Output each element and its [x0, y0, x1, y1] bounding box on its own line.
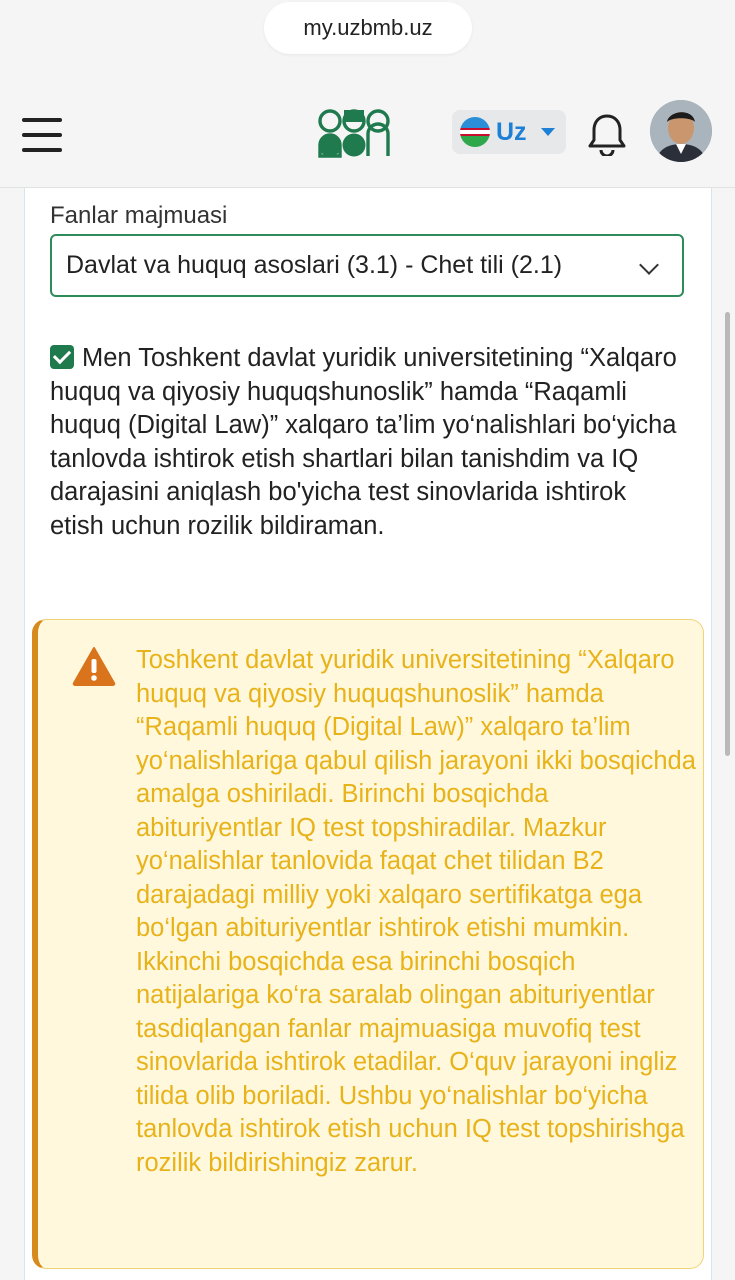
- language-label: Uz: [496, 117, 527, 146]
- browser-bar: [0, 0, 735, 90]
- consent-checkbox-row[interactable]: [50, 342, 680, 543]
- caret-down-icon: [541, 128, 555, 136]
- app-header: [0, 90, 735, 188]
- chevron-down-icon: [639, 255, 659, 275]
- warning-alert: [32, 619, 704, 1269]
- url-text: my.uzbmb.uz: [303, 15, 433, 40]
- language-selector[interactable]: [452, 110, 566, 154]
- warning-triangle-icon: [72, 646, 116, 686]
- url-bar[interactable]: [264, 2, 472, 54]
- subject-set-label: Fanlar majmuasi: [50, 202, 228, 229]
- consent-text: Men Toshkent davlat yuridik universitetining “Xalqaro huquq va qiyosiy huquqshunoslik” hamda “Raqamli huquq (Digital Law)” xalqaro ta’lim yo‘nalishlari bo‘yicha tanlovda ishtirok etish shartlari bilan tanishdim va IQ darajasini aniqlash bo'yicha test sinovlarida ishtirok etish uchun rozilik bildiraman.: [50, 344, 677, 540]
- hamburger-menu-icon[interactable]: [22, 118, 62, 152]
- scrollbar[interactable]: [725, 312, 730, 756]
- uzbekistan-flag-icon: [460, 117, 490, 147]
- bell-icon[interactable]: [586, 112, 628, 156]
- uzbmb-logo[interactable]: [318, 108, 400, 158]
- subject-set-value: Davlat va huquq asoslari (3.1) - Chet tili (2.1): [66, 251, 563, 279]
- user-avatar[interactable]: [650, 100, 712, 162]
- consent-checkbox[interactable]: [50, 345, 74, 369]
- subject-set-select[interactable]: [50, 234, 684, 297]
- alert-text: Toshkent davlat yuridik universitetining “Xalqaro huquq va qiyosiy huquqshunoslik” hamda “Raqamli huquq (Digital Law)” xalqaro ta’lim yo‘nalishlariga qabul qilish jarayoni ikki bosqichda amalga oshiriladi. Birinchi bosqichda abituriyentlar IQ test topshiradilar. Mazkur yo‘nalishlar tanlovida faqat chet tilidan B2 darajadagi milliy yoki xalqaro sertifikatga ega bo‘lgan abituriyentlar ishtirok etishi mumkin. Ikkinchi bosqichda esa birinchi bosqich natijalariga ko‘ra saralab olingan abituriyentlar tasdiqlangan fanlar majmuasiga muvofiq test sinovlarida ishtirok etadilar. O‘quv jarayoni ingliz tilida olib boriladi. Ushbu yo‘nalishlar bo‘yicha tanlovda ishtirok etish uchun IQ test topshirishga rozilik bildirishingiz zarur.: [136, 646, 696, 1177]
